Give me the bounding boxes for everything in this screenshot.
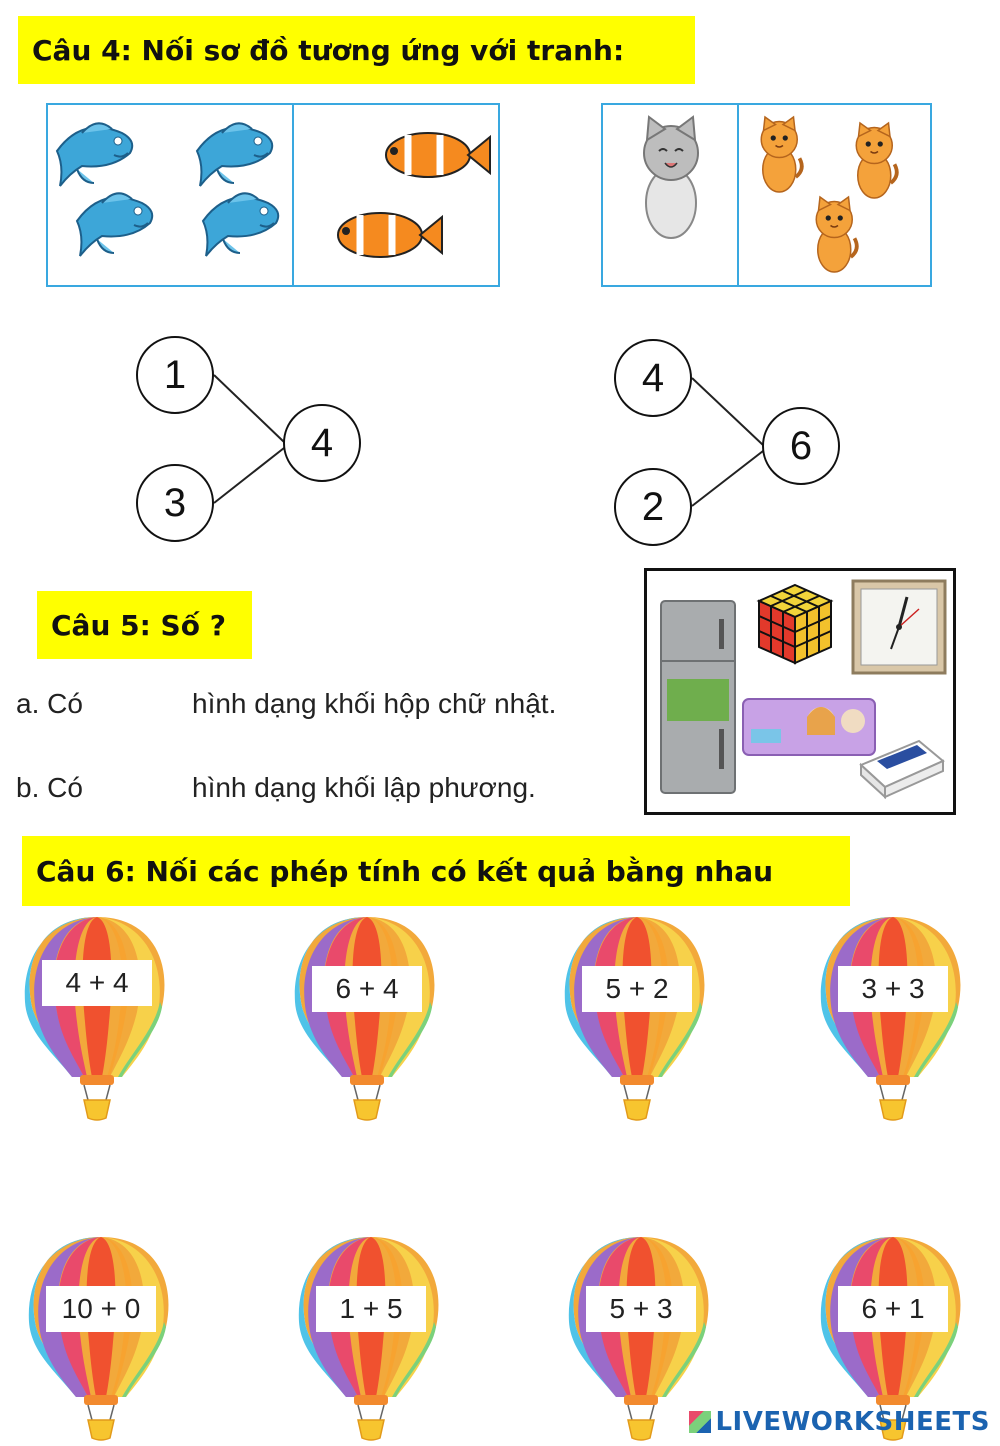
balloon-icon [296,1232,446,1442]
balloon-expression: 3 + 3 [838,966,948,1012]
rubik-cube-icon [755,581,835,667]
diagram-right-bottom-circle [614,468,692,546]
balloon-bottom-1[interactable] [26,1232,176,1442]
objects-picture-box [644,568,956,815]
q5-title-banner [37,591,252,659]
balloon-icon [818,912,968,1122]
liveworksheets-logo-icon [689,1411,711,1433]
balloon-expression: 5 + 3 [586,1286,696,1332]
balloon-expression: 4 + 4 [42,960,152,1006]
balloon-icon [562,912,712,1122]
diagram-right-top-circle [614,339,692,417]
diagram-left-total-number: 4 [310,420,334,465]
watermark-text: LIVEWORKSHEETS [715,1407,990,1437]
q6-title-banner [22,836,850,906]
q4-title: Câu 4: Nối sơ đồ tương ứng với tranh: [32,33,625,67]
diagram-left-bottom-circle [136,464,214,542]
balloon-expression: 1 + 5 [316,1286,426,1332]
q5-title: Câu 5: Số ? [51,608,226,642]
q5-line-a-answer-blank[interactable] [102,688,186,722]
q5-line-b-answer-blank[interactable] [102,772,186,806]
balloon-icon [26,1232,176,1442]
eraser-icon [857,731,947,801]
diagram-right-total-number: 6 [789,423,813,468]
balloon-top-1[interactable] [22,912,172,1122]
balloon-bottom-2[interactable] [296,1232,446,1442]
q5-line-b-suffix: hình dạng khối lập phương. [192,772,536,803]
balloon-icon [22,912,172,1122]
refrigerator-icon [659,599,737,795]
diagram-right-bottom-number: 2 [641,484,665,529]
diagram-right-total-circle [762,407,840,485]
diagram-right-top-number: 4 [641,355,665,400]
q5-line-a-suffix: hình dạng khối hộp chữ nhật. [192,688,557,719]
balloon-expression: 5 + 2 [582,966,692,1012]
q5-line-b-prefix: b. Có [16,772,83,803]
diagram-left-total-circle [283,404,361,482]
balloon-top-4[interactable] [818,912,968,1122]
q5-line-a-prefix: a. Có [16,688,83,719]
liveworksheets-watermark [689,1407,990,1437]
balloon-expression: 6 + 1 [838,1286,948,1332]
balloon-expression: 6 + 4 [312,966,422,1012]
diagram-left-bottom-number: 3 [163,480,187,525]
balloon-expression: 10 + 0 [46,1286,156,1332]
balloon-icon [292,912,442,1122]
balloon-top-3[interactable] [562,912,712,1122]
wall-clock-icon [851,579,947,675]
diagram-left-top-number: 1 [163,352,187,397]
diagram-left-top-circle [136,336,214,414]
balloon-top-2[interactable] [292,912,442,1122]
q6-title: Câu 6: Nối các phép tính có kết quả bằng nhau [36,854,774,888]
